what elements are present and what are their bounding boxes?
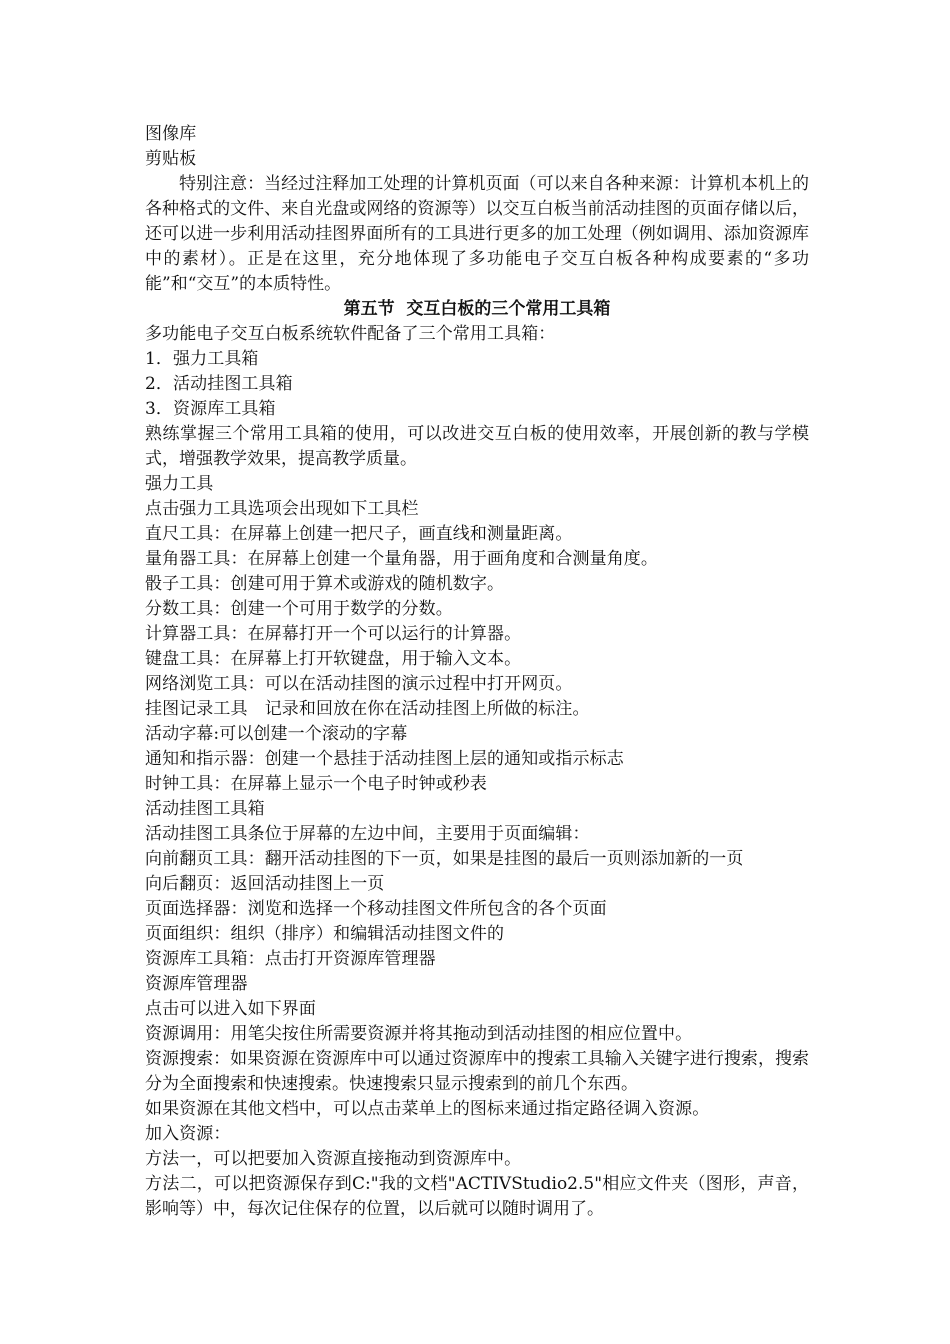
list-item: 3．资源库工具箱 [145,399,276,419]
text-line: 资源调用：用笔尖按住所需要资源并将其拖动到活动挂图的相应位置中。 [145,1024,693,1044]
tool-description: 活动字幕:可以创建一个滚动的字幕 [145,724,408,744]
text-line: 剪贴板 [145,149,197,169]
intro-line: 多功能电子交互白板系统软件配备了三个常用工具箱： [145,324,556,344]
tool-description: 网络浏览工具：可以在活动挂图的演示过程中打开网页。 [145,674,573,694]
text-line: 图像库 [145,124,197,144]
list-item: 1．强力工具箱 [145,349,259,369]
tool-description: 时钟工具：在屏幕上显示一个电子时钟或秒表 [145,774,487,794]
text-line: 活动挂图工具条位于屏幕的左边中间，主要用于页面编辑： [145,824,590,844]
resource-search-paragraph: 资源搜索：如果资源在资源库中可以通过资源库中的搜索工具输入关键字进行搜索，搜索分为全面搜索和快速搜索。快速搜索只显示搜索到的前几个东西。 [145,1049,809,1094]
tool-description: 键盘工具：在屏幕上打开软键盘，用于输入文本。 [145,649,522,669]
tool-description: 页面组织：组织（排序）和编辑活动挂图文件的 [145,924,505,944]
list-item: 2．活动挂图工具箱 [145,374,293,394]
tool-description: 挂图记录工具 记录和回放在你在活动挂图上所做的标注。 [145,699,590,719]
tool-description: 直尺工具：在屏幕上创建一把尺子，画直线和测量距离。 [145,524,573,544]
method-two-paragraph: 方法二，可以把资源保存到C:"我的文档"ACTIVStudio2.5"相应文件夹（图形，声音，影响等）中，每次记住保存的位置，以后就可以随时调用了。 [145,1174,809,1219]
tool-description: 向后翻页：返回活动挂图上一页 [145,874,385,894]
add-resource-heading: 加入资源： [145,1124,231,1144]
document-page [145,122,809,1222]
text-line: 点击可以进入如下界面 [145,999,316,1019]
tool-description: 量角器工具：在屏幕上创建一个量角器，用于画角度和合测量角度。 [145,549,658,569]
special-note-paragraph: 特别注意：当经过注释加工处理的计算机页面（可以来自各种来源：计算机本机上的各种格式的文件、来自光盘或网络的资源等）以交互白板当前活动挂图的页面存储以后，还可以进一步利用活动挂图界面所有的工具进行更多的加工处理（例如调用、添加资源库中的素材）。正是在这里，充分地体现了多功能电子交互白板各种构成要素的“多功能”和“交互”的本质特性。 [145,174,809,294]
tool-description: 分数工具：创建一个可用于数学的分数。 [145,599,453,619]
power-tools-heading: 强力工具 [145,474,214,494]
tool-description: 向前翻页工具：翻开活动挂图的下一页，如果是挂图的最后一页则添加新的一页 [145,849,744,869]
tool-description: 页面选择器：浏览和选择一个移动挂图文件所包含的各个页面 [145,899,607,919]
text-line: 点击强力工具选项会出现如下工具栏 [145,499,419,519]
text-line: 如果资源在其他文档中，可以点击菜单上的图标来通过指定路径调入资源。 [145,1099,710,1119]
section-heading: 第五节 交互白板的三个常用工具箱 [343,299,611,319]
resource-manager-heading: 资源库管理器 [145,974,248,994]
flipchart-tools-heading: 活动挂图工具箱 [145,799,265,819]
tool-description: 计算器工具：在屏幕打开一个可以运行的计算器。 [145,624,522,644]
tool-description: 资源库工具箱：点击打开资源库管理器 [145,949,436,969]
mastery-paragraph: 熟练掌握三个常用工具箱的使用，可以改进交互白板的使用效率，开展创新的教与学模式，增强教学效果，提高教学质量。 [145,424,809,469]
method-one-line: 方法一，可以把要加入资源直接拖动到资源库中。 [145,1149,522,1169]
tool-description: 通知和指示器：创建一个悬挂于活动挂图上层的通知或指示标志 [145,749,624,769]
tool-description: 骰子工具：创建可用于算术或游戏的随机数字。 [145,574,505,594]
